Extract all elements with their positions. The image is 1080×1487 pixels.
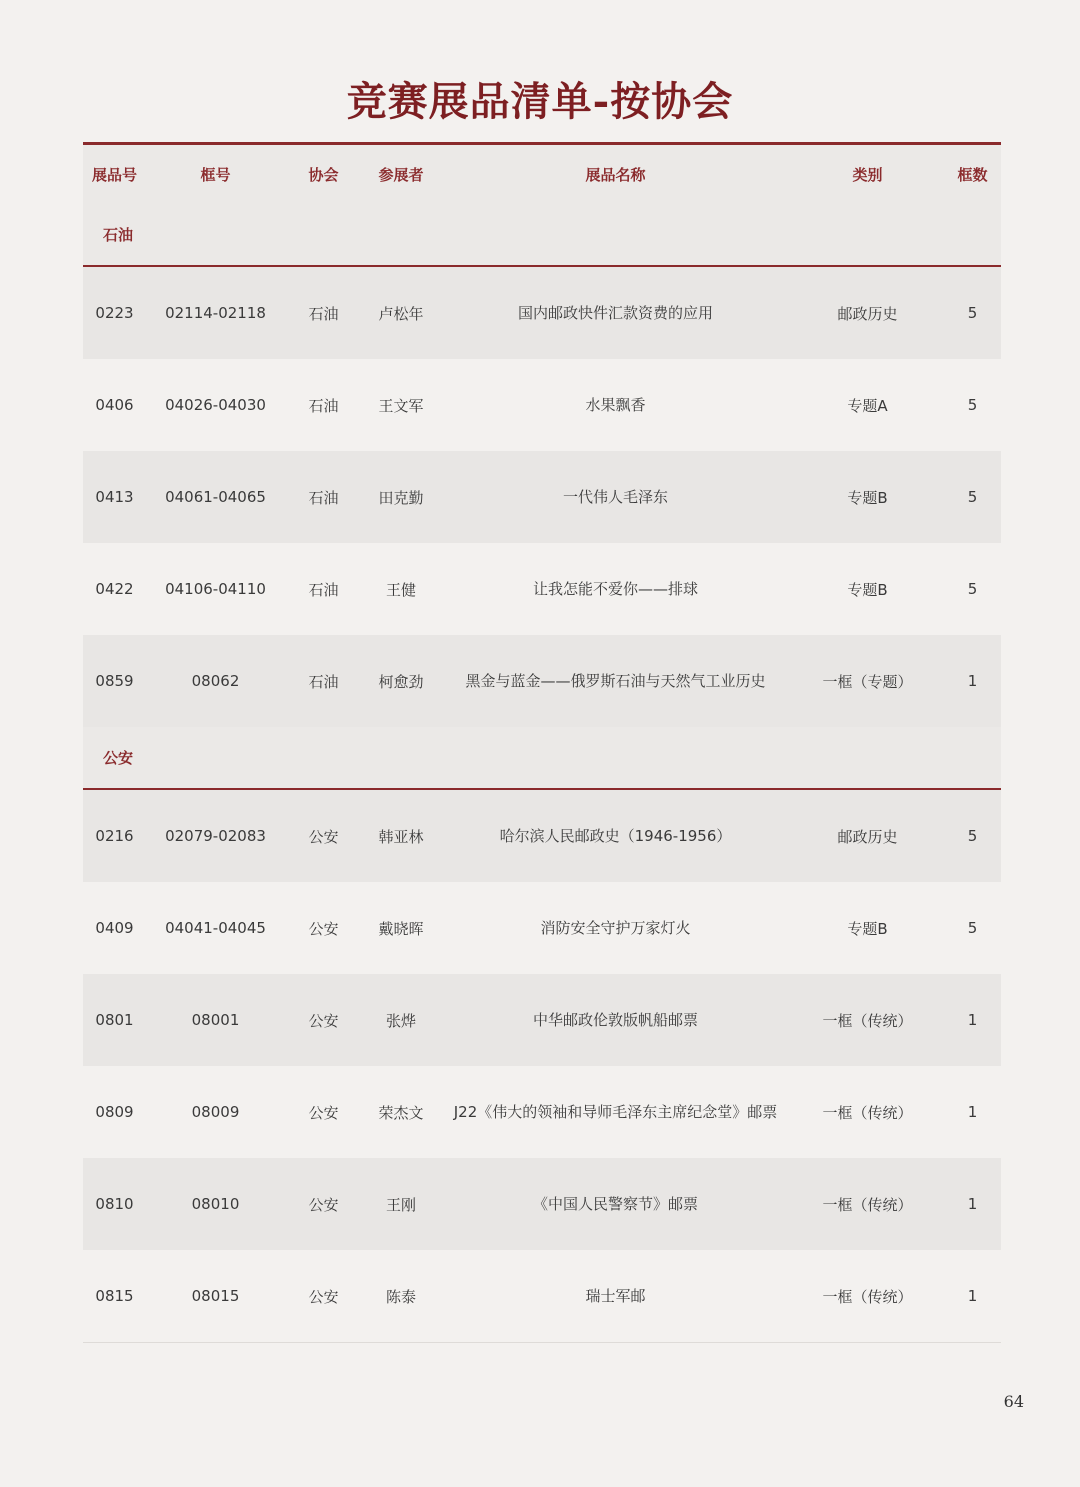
cell-exhibit-name: 一代伟人毛泽东: [562, 488, 668, 506]
cell-exhibitor: 卢松年: [378, 304, 424, 323]
table-row: [83, 635, 1001, 727]
cell-exhibit-no: 0422: [95, 580, 134, 598]
cell-exhibit-no: 0859: [95, 672, 134, 690]
group-header-petroleum: [83, 204, 1001, 267]
cell-exhibit-name: 黑金与蓝金——俄罗斯石油与天然气工业历史: [465, 672, 766, 690]
page-number: 64: [1003, 1392, 1024, 1411]
cell-category: 一框（传统）: [822, 1287, 913, 1306]
table-row: [83, 543, 1001, 635]
cell-category: 专题A: [847, 396, 888, 415]
cell-association: 公安: [308, 1011, 339, 1030]
cell-exhibit-name: 中华邮政伦敦版帆船邮票: [532, 1011, 698, 1029]
cell-exhibitor: 田克勤: [378, 488, 424, 507]
table-bottom-rule: [83, 1342, 1001, 1343]
cell-category: 一框（专题）: [822, 672, 913, 691]
cell-exhibit-name: 《中国人民警察节》邮票: [532, 1195, 698, 1213]
table-row: [83, 451, 1001, 543]
cell-frames: 1: [967, 1287, 978, 1305]
cell-association: 公安: [308, 1103, 339, 1122]
table-row: [83, 882, 1001, 974]
exhibit-table: [83, 142, 1001, 1343]
cell-frames: 1: [967, 1195, 978, 1213]
cell-frames: 5: [967, 580, 978, 598]
cell-exhibit-no: 0809: [95, 1103, 134, 1121]
cell-exhibit-no: 0216: [95, 827, 134, 845]
cell-category: 专题B: [847, 488, 888, 507]
table-row: [83, 359, 1001, 451]
cell-exhibitor: 王文军: [378, 396, 424, 415]
cell-exhibit-name: 哈尔滨人民邮政史（1946-1956）: [499, 827, 732, 845]
cell-frames: 1: [967, 1103, 978, 1121]
cell-exhibitor: 王健: [385, 580, 416, 599]
cell-exhibit-no: 0815: [95, 1287, 134, 1305]
header-frame-no: 框号: [200, 166, 231, 184]
cell-frames: 5: [967, 396, 978, 414]
header-exhibitor: 参展者: [378, 166, 424, 184]
table-row: [83, 790, 1001, 882]
cell-frames: 5: [967, 488, 978, 506]
cell-frame-no: 04026-04030: [165, 396, 266, 414]
cell-exhibitor: 陈泰: [385, 1287, 416, 1306]
table-row: [83, 1066, 1001, 1158]
cell-exhibit-name: 消防安全守护万家灯火: [540, 919, 691, 937]
cell-frame-no: 02079-02083: [165, 827, 266, 845]
page-title: 竞赛展品清单-按协会: [346, 78, 734, 125]
table-header-row: [83, 145, 1001, 204]
cell-association: 公安: [308, 1287, 339, 1306]
header-exhibit-no: 展品号: [91, 166, 137, 184]
header-exhibit-name: 展品名称: [585, 166, 646, 184]
cell-frames: 1: [967, 672, 978, 690]
header-category: 类别: [852, 166, 883, 184]
cell-exhibitor: 柯愈劲: [378, 672, 424, 691]
cell-frame-no: 02114-02118: [165, 304, 266, 322]
cell-category: 一框（传统）: [822, 1195, 913, 1214]
table-row: [83, 1250, 1001, 1342]
table-row: [83, 267, 1001, 359]
cell-frames: 5: [967, 827, 978, 845]
cell-category: 邮政历史: [837, 827, 898, 846]
cell-association: 石油: [308, 488, 339, 507]
cell-exhibit-name: 瑞士军邮: [585, 1287, 646, 1305]
cell-exhibit-no: 0223: [95, 304, 134, 322]
cell-exhibit-no: 0406: [95, 396, 134, 414]
cell-frame-no: 08062: [191, 672, 240, 690]
cell-exhibit-no: 0801: [95, 1011, 134, 1029]
cell-category: 专题B: [847, 580, 888, 599]
cell-frame-no: 08015: [191, 1287, 240, 1305]
cell-exhibit-no: 0413: [95, 488, 134, 506]
cell-exhibit-name: 国内邮政快件汇款资费的应用: [517, 304, 713, 322]
cell-association: 公安: [308, 1195, 339, 1214]
cell-frame-no: 08001: [191, 1011, 240, 1029]
table-row: [83, 974, 1001, 1066]
cell-association: 石油: [308, 580, 339, 599]
cell-frame-no: 08009: [191, 1103, 240, 1121]
group-label: 石油: [103, 226, 134, 244]
cell-exhibit-name: J22《伟大的领袖和导师毛泽东主席纪念堂》邮票: [453, 1103, 778, 1121]
cell-exhibitor: 荣杰文: [378, 1103, 424, 1122]
cell-association: 石油: [308, 672, 339, 691]
cell-category: 专题B: [847, 919, 888, 938]
cell-association: 公安: [308, 919, 339, 938]
cell-category: 邮政历史: [837, 304, 898, 323]
cell-frame-no: 08010: [191, 1195, 240, 1213]
cell-frame-no: 04106-04110: [165, 580, 266, 598]
cell-frame-no: 04041-04045: [165, 919, 266, 937]
table-row: [83, 1158, 1001, 1250]
cell-category: 一框（传统）: [822, 1103, 913, 1122]
cell-frames: 5: [967, 919, 978, 937]
cell-association: 公安: [308, 827, 339, 846]
cell-association: 石油: [308, 396, 339, 415]
group-label: 公安: [103, 749, 134, 767]
cell-frames: 5: [967, 304, 978, 322]
cell-exhibitor: 韩亚林: [378, 827, 424, 846]
group-header-public-security: [83, 727, 1001, 790]
cell-exhibitor: 张烨: [385, 1011, 416, 1030]
cell-exhibit-name: 水果飘香: [585, 396, 646, 414]
cell-category: 一框（传统）: [822, 1011, 913, 1030]
cell-exhibitor: 王刚: [385, 1195, 416, 1214]
cell-exhibitor: 戴晓晖: [378, 919, 424, 938]
cell-frame-no: 04061-04065: [165, 488, 266, 506]
cell-association: 石油: [308, 304, 339, 323]
header-association: 协会: [308, 166, 339, 184]
cell-exhibit-name: 让我怎能不爱你——排球: [532, 580, 698, 598]
header-frames: 框数: [957, 166, 988, 184]
cell-exhibit-no: 0810: [95, 1195, 134, 1213]
cell-frames: 1: [967, 1011, 978, 1029]
cell-exhibit-no: 0409: [95, 919, 134, 937]
